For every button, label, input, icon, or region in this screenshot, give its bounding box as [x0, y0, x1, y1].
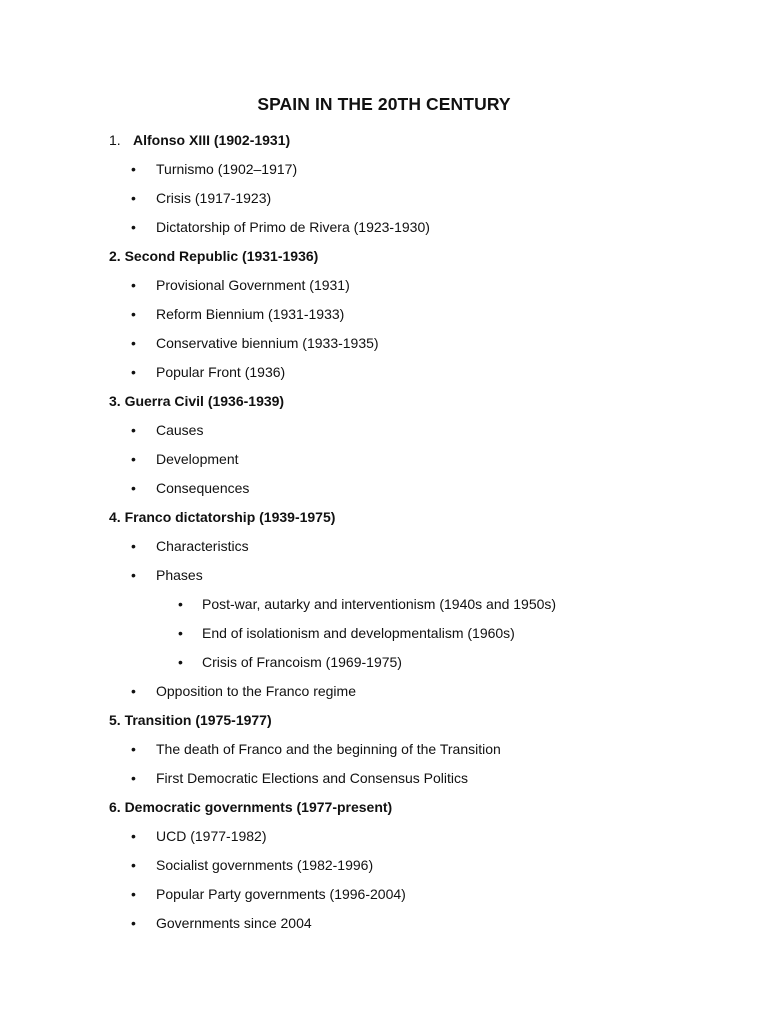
- list-item-label: Dictatorship of Primo de Rivera (1923-1930): [156, 219, 430, 235]
- list-item-label: Provisional Government (1931): [156, 277, 350, 293]
- list-item-label: Consequences: [156, 480, 250, 496]
- bullet-icon: •: [131, 828, 136, 844]
- list-item-label: Phases: [156, 567, 203, 583]
- section-number: 1.: [109, 132, 121, 148]
- section-heading-text: 3. Guerra Civil (1936-1939): [109, 393, 285, 409]
- list-item: [0, 911, 768, 940]
- list-item-label: Reform Biennium (1931-1933): [156, 306, 345, 322]
- section-heading-4: [0, 505, 768, 534]
- list-item: [0, 447, 768, 476]
- list-item: [0, 186, 768, 215]
- list-item-label: Post-war, autarky and interventionism (1940s and 1950s): [202, 596, 557, 612]
- list-item: [0, 215, 768, 244]
- list-item: [0, 418, 768, 447]
- bullet-icon: •: [131, 277, 136, 293]
- sub-list-item: [0, 650, 768, 679]
- bullet-icon: •: [131, 335, 136, 351]
- section-heading-1: [0, 128, 768, 157]
- bullet-icon: •: [178, 625, 183, 641]
- list-item: [0, 882, 768, 911]
- list-item-label: Opposition to the Franco regime: [156, 683, 356, 699]
- list-item: [0, 737, 768, 766]
- bullet-icon: •: [131, 306, 136, 322]
- bullet-icon: •: [131, 480, 136, 496]
- list-item: [0, 273, 768, 302]
- outline: [0, 128, 768, 940]
- list-item: [0, 476, 768, 505]
- list-item: [0, 824, 768, 853]
- list-item-label: Crisis of Francoism (1969-1975): [202, 654, 402, 670]
- list-item-label: Governments since 2004: [156, 915, 312, 931]
- list-item: [0, 563, 768, 592]
- bullet-icon: •: [131, 451, 136, 467]
- list-item: [0, 302, 768, 331]
- bullet-icon: •: [131, 567, 136, 583]
- sub-list-item: [0, 592, 768, 621]
- bullet-icon: •: [178, 596, 183, 612]
- sub-list-item: [0, 621, 768, 650]
- section-heading-2: [0, 244, 768, 273]
- bullet-icon: •: [131, 857, 136, 873]
- section-heading-5: [0, 708, 768, 737]
- section-heading-text: Alfonso XIII (1902-1931): [133, 132, 291, 148]
- section-heading-text: 2. Second Republic (1931-1936): [109, 248, 319, 264]
- section-heading-text: 4. Franco dictatorship (1939-1975): [109, 509, 336, 525]
- list-item-label: Socialist governments (1982-1996): [156, 857, 374, 873]
- list-item-label: First Democratic Elections and Consensus Politics: [156, 770, 469, 786]
- list-item-label: Crisis (1917-1923): [156, 190, 272, 206]
- list-item: [0, 679, 768, 708]
- bullet-icon: •: [131, 538, 136, 554]
- bullet-icon: •: [178, 654, 183, 670]
- list-item-label: Popular Front (1936): [156, 364, 286, 380]
- list-item-label: End of isolationism and developmentalism (1960s): [202, 625, 515, 641]
- bullet-icon: •: [131, 741, 136, 757]
- list-item-label: Causes: [156, 422, 204, 438]
- list-item: [0, 853, 768, 882]
- section-heading-3: [0, 389, 768, 418]
- list-item-label: UCD (1977-1982): [156, 828, 267, 844]
- bullet-icon: •: [131, 770, 136, 786]
- list-item: [0, 534, 768, 563]
- bullet-icon: •: [131, 219, 136, 235]
- bullet-icon: •: [131, 422, 136, 438]
- bullet-icon: •: [131, 161, 136, 177]
- section-heading-6: [0, 795, 768, 824]
- list-item-label: Characteristics: [156, 538, 249, 554]
- list-item: [0, 157, 768, 186]
- list-item: [0, 766, 768, 795]
- list-item-label: Popular Party governments (1996-2004): [156, 886, 406, 902]
- section-heading-text: 5. Transition (1975-1977): [109, 712, 272, 728]
- bullet-icon: •: [131, 915, 136, 931]
- section-heading-text: 6. Democratic governments (1977-present): [109, 799, 393, 815]
- bullet-icon: •: [131, 190, 136, 206]
- bullet-icon: •: [131, 364, 136, 380]
- list-item-label: Conservative biennium (1933-1935): [156, 335, 379, 351]
- list-item: [0, 360, 768, 389]
- list-item: [0, 331, 768, 360]
- bullet-icon: •: [131, 683, 136, 699]
- page-title: SPAIN IN THE 20TH CENTURY: [257, 94, 511, 114]
- list-item-label: Turnismo (1902–1917): [156, 161, 298, 177]
- list-item-label: Development: [156, 451, 239, 467]
- list-item-label: The death of Franco and the beginning of the Transition: [156, 741, 501, 757]
- bullet-icon: •: [131, 886, 136, 902]
